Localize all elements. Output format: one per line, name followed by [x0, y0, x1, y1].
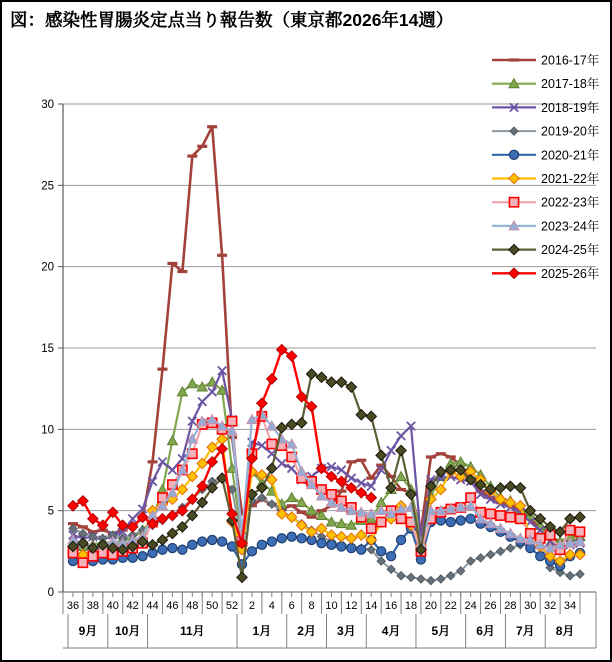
series-2016-17年 [68, 125, 585, 543]
svg-text:18: 18 [404, 600, 418, 612]
svg-text:2: 2 [248, 600, 256, 612]
svg-text:0: 0 [47, 587, 54, 599]
svg-text:2025-26年: 2025-26年 [541, 266, 600, 281]
svg-text:38: 38 [86, 600, 100, 612]
svg-text:2月: 2月 [297, 624, 316, 638]
legend-item-2022-23年 [492, 195, 599, 210]
legend-item-2018-19年 [492, 100, 599, 115]
svg-text:36: 36 [66, 600, 80, 612]
chart-title: 図：感染性胃腸炎定点当り報告数（東京都2026年14週） [10, 10, 454, 30]
chart-canvas [2, 2, 610, 660]
svg-text:26: 26 [484, 600, 497, 612]
svg-text:15: 15 [41, 343, 54, 355]
legend [492, 53, 599, 281]
svg-text:20: 20 [41, 261, 54, 274]
x-axis [63, 592, 596, 614]
svg-text:10月: 10月 [114, 624, 141, 638]
svg-text:30: 30 [524, 600, 537, 612]
svg-text:3月: 3月 [337, 624, 356, 638]
svg-text:4: 4 [268, 600, 275, 612]
svg-text:50: 50 [206, 600, 219, 612]
svg-text:22: 22 [444, 600, 457, 612]
svg-text:8: 8 [308, 600, 315, 612]
svg-text:2023-24年: 2023-24年 [541, 219, 600, 234]
svg-text:6: 6 [288, 600, 295, 612]
svg-text:6月: 6月 [476, 624, 495, 638]
svg-text:10: 10 [325, 600, 338, 612]
legend-item-2024-25年 [492, 242, 599, 257]
svg-text:2024-25年: 2024-25年 [541, 243, 600, 258]
svg-text:30: 30 [41, 99, 54, 111]
svg-text:11月: 11月 [179, 624, 205, 638]
svg-text:8月: 8月 [555, 624, 575, 638]
svg-text:2021-22年: 2021-22年 [541, 172, 600, 186]
svg-text:1月: 1月 [252, 624, 272, 638]
svg-text:2018-19年: 2018-19年 [541, 100, 600, 115]
svg-text:46: 46 [166, 600, 179, 612]
month-bands [63, 614, 596, 648]
legend-item-2016-17年 [492, 53, 599, 68]
svg-text:12: 12 [345, 600, 358, 612]
svg-text:2016-17年: 2016-17年 [541, 53, 600, 68]
svg-text:25: 25 [41, 180, 54, 193]
legend-item-2025-26年 [492, 266, 599, 281]
svg-text:7月: 7月 [515, 624, 535, 638]
svg-text:44: 44 [146, 600, 159, 612]
svg-text:2022-23年: 2022-23年 [541, 195, 600, 210]
svg-text:5: 5 [47, 505, 54, 518]
svg-text:2019-20年: 2019-20年 [541, 124, 600, 139]
svg-text:2017-18年: 2017-18年 [541, 77, 600, 92]
legend-item-2019-20年 [492, 124, 599, 139]
svg-text:52: 52 [225, 600, 239, 612]
svg-text:34: 34 [563, 600, 577, 612]
legend-item-2020-21年 [492, 147, 599, 162]
svg-text:10: 10 [41, 424, 54, 437]
svg-text:4月: 4月 [381, 624, 401, 638]
svg-text:40: 40 [106, 600, 119, 612]
svg-text:9月: 9月 [78, 624, 98, 638]
svg-text:5月: 5月 [431, 624, 451, 638]
legend-item-2023-24年 [492, 218, 599, 233]
svg-text:16: 16 [384, 600, 398, 612]
series-2017-18年 [68, 377, 585, 550]
legend-item-2017-18年 [492, 76, 599, 91]
svg-text:42: 42 [126, 600, 139, 612]
svg-text:48: 48 [186, 600, 199, 612]
svg-text:20: 20 [424, 600, 438, 612]
svg-text:32: 32 [544, 600, 557, 612]
legend-item-2021-22年 [492, 171, 599, 186]
svg-text:28: 28 [504, 600, 517, 612]
svg-text:2020-21年: 2020-21年 [541, 148, 600, 163]
svg-text:24: 24 [464, 600, 477, 612]
svg-text:14: 14 [365, 600, 378, 612]
